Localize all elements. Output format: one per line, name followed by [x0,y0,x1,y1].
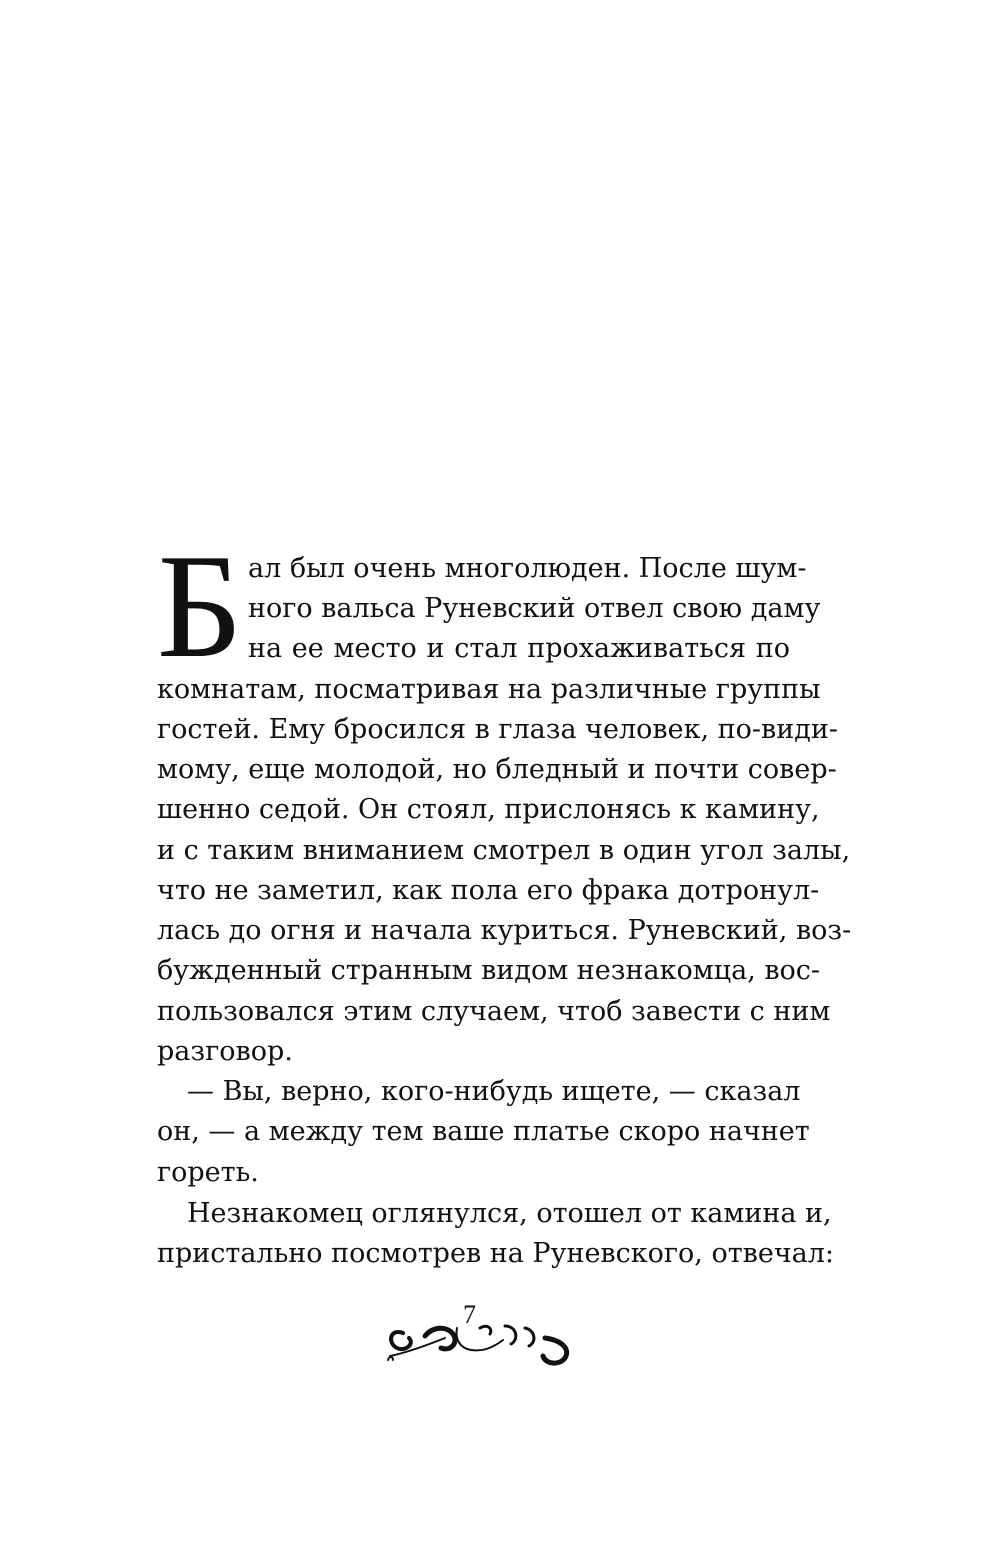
text-line: и с таким вниманием смотрел в один угол залы, [157,835,851,866]
flourish-ornament-icon [385,1298,585,1378]
text-line: пользовался этим случаем, чтоб завести с ним [157,996,831,1027]
text-line: ал был очень многолюден. После шум- [248,553,807,584]
text-line: что не заметил, как пола его фрака дотронул- [157,875,820,906]
text-line: разговор. [157,1036,293,1067]
text-line: ного вальса Руневский отвел свою даму [248,593,821,624]
text-line: гореть. [157,1157,259,1188]
text-line: бужденный странным видом незнакомца, вос- [157,955,821,986]
text-line: мому, еще молодой, но бледный и почти совер- [157,754,837,785]
page-number: 7 [463,1300,476,1329]
text-line: шенно седой. Он стоял, прислонясь к камину, [157,794,820,825]
text-line: гостей. Ему бросился в глаза человек, по-види- [157,714,838,745]
drop-cap: Б [157,524,243,689]
text-line: пристально посмотрев на Руневского, отвечал: [157,1238,835,1269]
text-line: Незнакомец оглянулся, отошел от камина и, [187,1198,832,1229]
text-line: лась до огня и начала куриться. Руневский, воз- [157,915,852,946]
text-line: на ее место и стал прохаживаться по [248,633,790,664]
text-line: — Вы, верно, кого-нибудь ищете, — сказал [187,1076,801,1107]
text-line: комнатам, посматривая на различные группы [157,674,821,705]
text-line: он, — а между тем ваше платье скоро начнет [157,1116,810,1147]
